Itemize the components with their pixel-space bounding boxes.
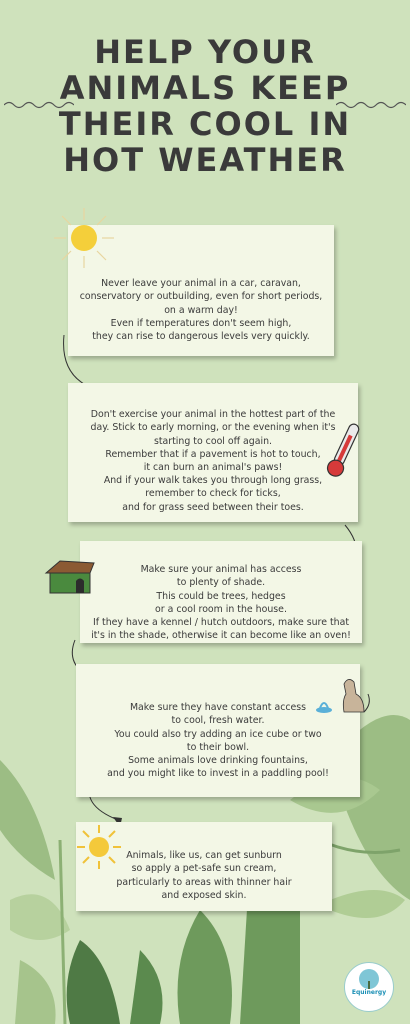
tip-card-exercise bbox=[68, 383, 358, 522]
brand-logo bbox=[344, 962, 394, 1012]
tip-text: Don't exercise your animal in the hottest part of the day. Stick to early morning, or the evening when it's starting to cool off again. Remember that if a pavement is hot to touch, it can burn an animal's paws! And if your walk takes you through long grass, remember to check for ticks, and for grass seed between their toes. bbox=[90, 409, 336, 513]
cat-fountain-icon bbox=[314, 674, 374, 718]
tip-text: Never leave your animal in a car, caravan, conservatory or outbuilding, even for short periods, on a warm day! Even if temperatures don't seem high, they can rise to dangerous levels very quickly. bbox=[79, 278, 323, 343]
sun-icon bbox=[52, 206, 116, 270]
kennel-icon bbox=[42, 557, 98, 597]
page-title: HELP YOUR ANIMALS KEEP THEIR COOL IN HOT WEATHER bbox=[58, 33, 352, 179]
tip-text: Make sure your animal has access to plenty of shade. This could be trees, hedges or a cool room in the house. If they have a kennel / hutch outdoors, make sure that it's in the shade, otherwise it can become like an oven! bbox=[91, 564, 351, 642]
logo-text: Equinergy bbox=[351, 989, 387, 996]
tip-card-shade bbox=[80, 541, 362, 643]
tip-text: Make sure they have constant access to cool, fresh water. You could also try adding an ice cube or two to their bowl. Some animals love drinking fountains, and you might like to invest in a paddling pool! bbox=[107, 702, 329, 780]
tip-text: Animals, like us, can get sunburn so apply a pet-safe sun cream, particularly to areas with thinner hair and exposed skin. bbox=[116, 850, 292, 901]
sun-icon bbox=[76, 824, 122, 870]
thermometer-icon bbox=[324, 418, 364, 482]
